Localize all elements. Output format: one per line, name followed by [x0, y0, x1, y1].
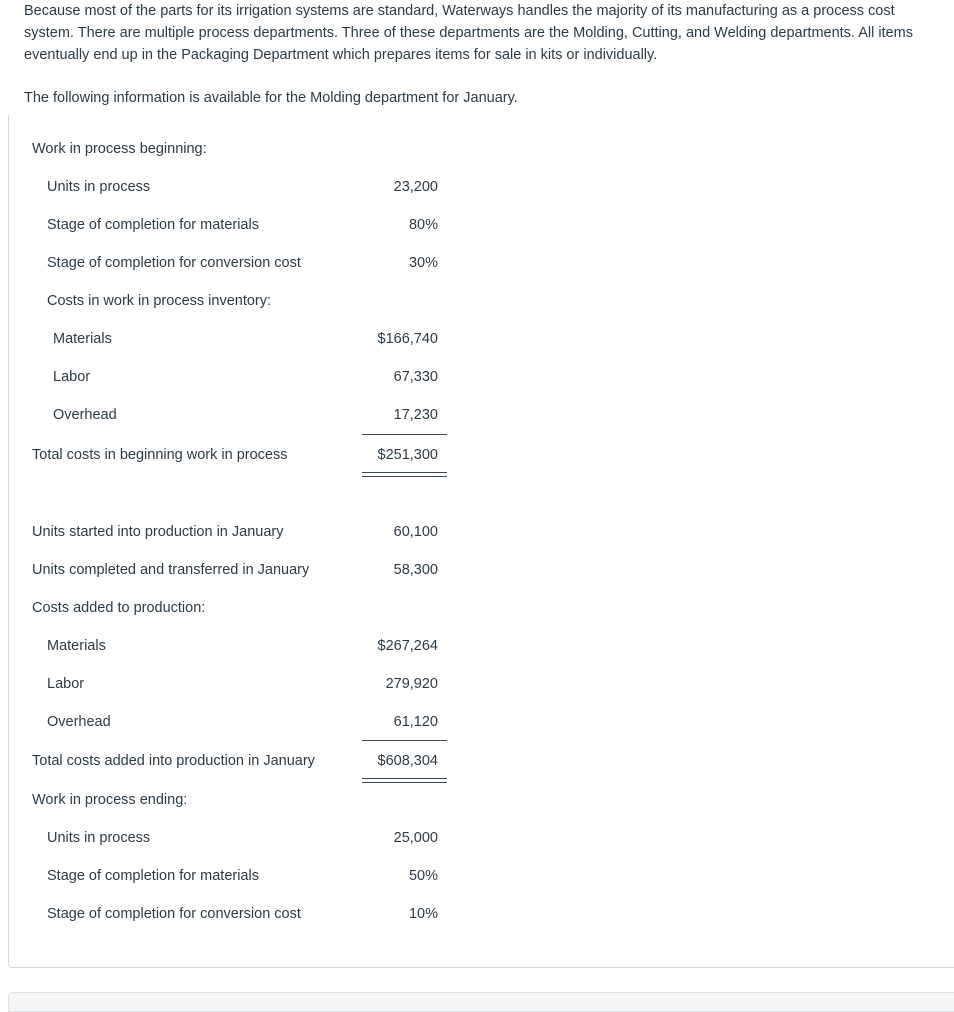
row-label: Materials	[53, 331, 112, 347]
wip-beginning-heading: Work in process beginning:	[32, 141, 207, 157]
row-value: 58,300	[393, 562, 438, 578]
wip-ending-heading: Work in process ending:	[32, 792, 188, 808]
table-row	[0, 634, 954, 658]
costs-heading: Costs in work in process inventory:	[47, 293, 272, 309]
row-label: Stage of completion for conversion cost	[47, 255, 301, 271]
row-label: Overhead	[47, 714, 111, 730]
table-row	[0, 327, 954, 351]
row-label: Labor	[47, 676, 85, 692]
costs-heading-row	[0, 289, 954, 313]
problem-intro: Because most of the parts for its irrigation systems are standard, Waterways handles the majority of its manufacturing as a process cost system. There are multiple process departments. Three of these departments are the Molding, Cutting, and Welding departments. All items eventually end up in the Packaging Department which prepares items for sale in kits or individually.	[24, 3, 913, 63]
row-value: 17,230	[393, 407, 438, 423]
row-label: Materials	[47, 638, 106, 654]
row-label: Stage of completion for conversion cost	[47, 906, 301, 922]
table-row	[0, 864, 954, 888]
row-value: 23,200	[393, 179, 438, 195]
row-value: $166,740	[377, 331, 438, 347]
row-label: Labor	[53, 369, 91, 385]
row-label: Units completed and transferred in January	[32, 562, 310, 578]
total-row	[0, 749, 954, 773]
row-value: 30%	[408, 255, 438, 271]
table-row	[0, 403, 954, 427]
table-row	[0, 826, 954, 850]
total-double-rule	[362, 472, 447, 477]
row-value: $251,300	[377, 447, 438, 463]
subtotal-rule	[362, 434, 447, 435]
row-value: 279,920	[385, 676, 438, 692]
table-row	[0, 251, 954, 275]
row-label: Total costs in beginning work in process	[32, 447, 288, 463]
row-value: 50%	[408, 868, 438, 884]
row-label: Stage of completion for materials	[47, 217, 259, 233]
row-value: 67,330	[393, 369, 438, 385]
table-row	[0, 558, 954, 582]
row-label: Stage of completion for materials	[47, 868, 259, 884]
table-row	[0, 902, 954, 926]
problem-lead: The following information is available for the Molding department for January.	[24, 90, 518, 106]
table-row	[0, 365, 954, 389]
row-label: Overhead	[53, 407, 117, 423]
table-row	[0, 672, 954, 696]
row-value: 60,100	[393, 524, 438, 540]
table-row	[0, 710, 954, 734]
wip-ending-heading-row	[0, 788, 954, 812]
row-value: 10%	[408, 906, 438, 922]
total-row	[0, 443, 954, 467]
row-value: 25,000	[393, 830, 438, 846]
row-label: Units in process	[47, 179, 151, 195]
next-section-strip	[8, 992, 954, 1012]
row-value: 80%	[408, 217, 438, 233]
row-value: 61,120	[393, 714, 438, 730]
row-label: Units started into production in January	[32, 524, 284, 540]
subtotal-rule	[362, 740, 447, 741]
row-value: $608,304	[377, 753, 438, 769]
total-double-rule	[362, 778, 447, 783]
wip-beginning-heading-row	[0, 137, 954, 161]
costs-added-heading-row	[0, 596, 954, 620]
table-row	[0, 175, 954, 199]
table-row	[0, 520, 954, 544]
row-value: $267,264	[377, 638, 438, 654]
row-label: Total costs added into production in January	[32, 753, 315, 769]
table-row	[0, 213, 954, 237]
row-label: Units in process	[47, 830, 151, 846]
costs-added-heading: Costs added to production:	[32, 600, 206, 616]
